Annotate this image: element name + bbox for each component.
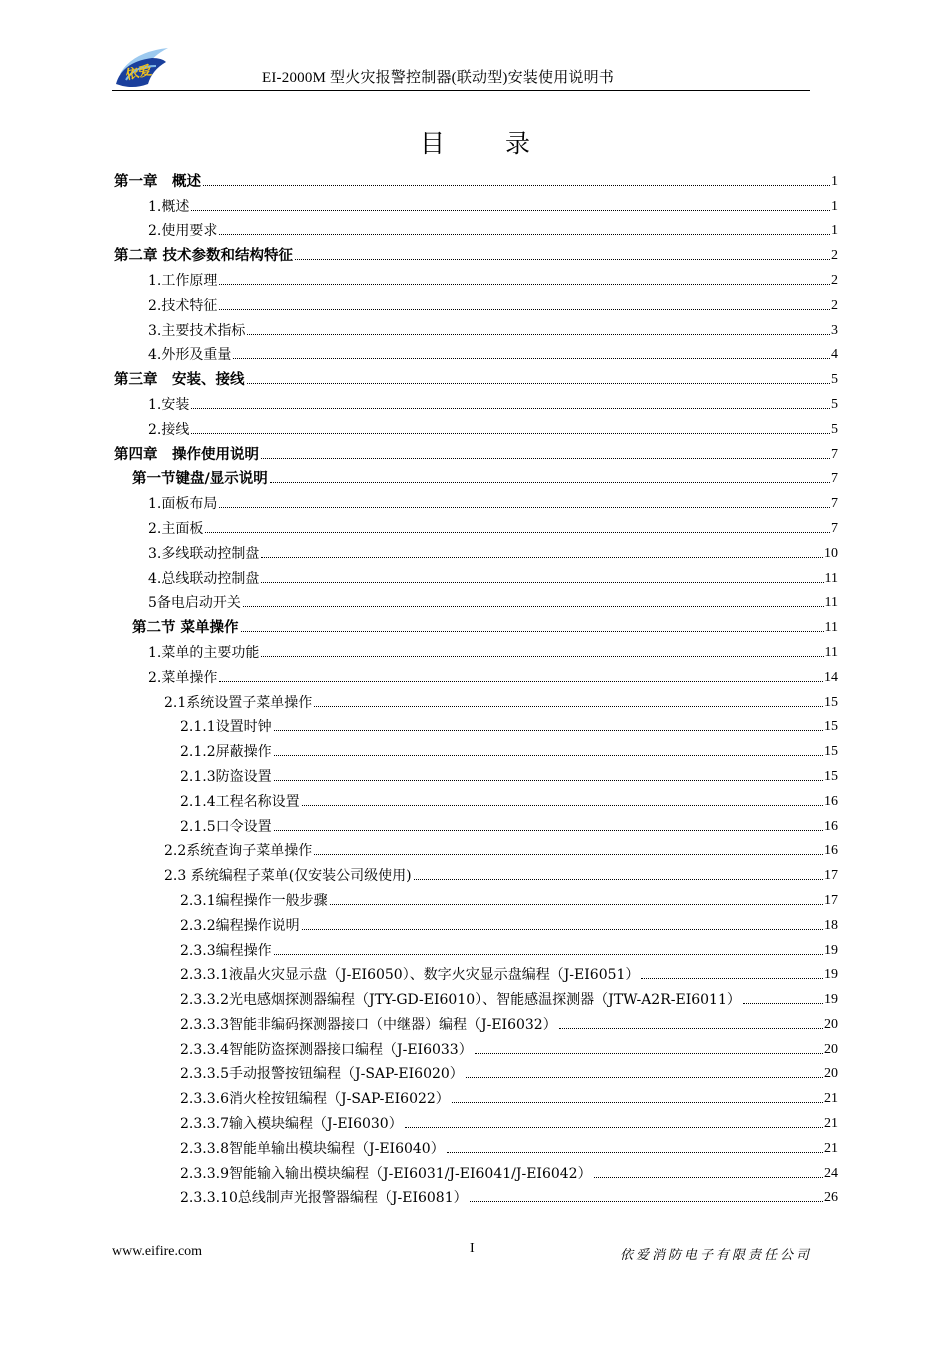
svg-text:依爱: 依爱 bbox=[124, 63, 154, 84]
toc-entry-title: 2.2系统查询子菜单操作 bbox=[164, 843, 313, 860]
dot-leader bbox=[274, 755, 823, 756]
dot-leader bbox=[330, 904, 823, 905]
toc-entry-page: 7 bbox=[831, 446, 838, 462]
page-header bbox=[112, 40, 810, 93]
toc-entry-page: 2 bbox=[831, 248, 838, 264]
toc-entry-page: 24 bbox=[824, 1165, 838, 1181]
dot-leader bbox=[414, 879, 823, 880]
toc-entry-title: 1.面板布局 bbox=[148, 496, 218, 513]
toc-entry[interactable] bbox=[114, 264, 838, 289]
toc-entry-page: 20 bbox=[824, 1041, 838, 1057]
dot-leader bbox=[191, 408, 830, 409]
toc-entry-page: 11 bbox=[824, 620, 838, 636]
toc-entry-title: 2.1.2屏蔽操作 bbox=[180, 744, 272, 761]
toc-entry-page: 11 bbox=[824, 595, 838, 611]
dot-leader bbox=[314, 706, 823, 707]
toc-entry-title: 2.3.3.1液晶火灾显示盘（J-EI6050）、数字火灾显示盘编程（J-EI6051） bbox=[180, 967, 640, 984]
footer-url[interactable]: www.eifire.com bbox=[112, 1244, 203, 1259]
dot-leader bbox=[302, 929, 823, 930]
toc-entry-page: 21 bbox=[824, 1091, 838, 1107]
toc-entry-page: 1 bbox=[831, 198, 838, 214]
dot-leader bbox=[274, 954, 823, 955]
document-title: EI-2000M 型火灾报警控制器(联动型)安装使用说明书 bbox=[262, 70, 615, 86]
toc-entry-page: 11 bbox=[824, 644, 838, 660]
dot-leader bbox=[314, 854, 823, 855]
toc-entry-title: 2.3.3.10总线制声光报警器编程（J-EI6081） bbox=[180, 1190, 468, 1207]
toc-entry[interactable] bbox=[114, 1132, 838, 1157]
toc-entry-title: 2.主面板 bbox=[148, 520, 204, 537]
dot-leader bbox=[261, 557, 823, 558]
toc-entry-page: 21 bbox=[824, 1116, 838, 1132]
dot-leader bbox=[261, 656, 823, 657]
toc-entry-title: 第一节键盘/显示说明 bbox=[132, 471, 268, 488]
dot-leader bbox=[247, 383, 831, 384]
toc-entry[interactable] bbox=[114, 959, 838, 984]
dot-leader bbox=[302, 805, 823, 806]
toc-entry[interactable] bbox=[114, 438, 838, 463]
toc-entry[interactable] bbox=[114, 239, 838, 264]
toc-entry[interactable] bbox=[114, 562, 838, 587]
toc-entry[interactable] bbox=[114, 587, 838, 612]
dot-leader bbox=[470, 1201, 823, 1202]
toc-entry-page: 20 bbox=[824, 1066, 838, 1082]
toc-entry[interactable] bbox=[114, 388, 838, 413]
toc-entry-page: 3 bbox=[831, 322, 838, 338]
dot-leader bbox=[274, 730, 823, 731]
company-logo bbox=[112, 44, 172, 92]
toc-entry[interactable] bbox=[114, 785, 838, 810]
dot-leader bbox=[559, 1028, 823, 1029]
toc-entry-title: 3.主要技术指标 bbox=[148, 322, 246, 339]
toc-entry-page: 5 bbox=[831, 396, 838, 412]
toc-entry[interactable] bbox=[114, 537, 838, 562]
toc-entry-title: 2.1.3防盗设置 bbox=[180, 768, 272, 785]
toc-entry-page: 2 bbox=[831, 297, 838, 313]
toc-entry-title: 2.3.3.8智能单输出模块编程（J-EI6040） bbox=[180, 1140, 445, 1157]
toc-entry-title: 第二章 技术参数和结构特征 bbox=[114, 248, 294, 265]
toc-entry[interactable] bbox=[114, 289, 838, 314]
toc-entry-page: 7 bbox=[831, 471, 838, 487]
toc-entry-title: 2.接线 bbox=[148, 421, 190, 438]
toc-entry-page: 1 bbox=[831, 223, 838, 239]
toc-entry-title: 2.3.3.5手动报警按钮编程（J-SAP-EI6020） bbox=[180, 1066, 464, 1083]
toc-entry[interactable] bbox=[114, 711, 838, 736]
toc-entry[interactable] bbox=[114, 636, 838, 661]
toc-entry-page: 7 bbox=[831, 496, 838, 512]
dot-leader bbox=[447, 1152, 823, 1153]
toc-entry[interactable] bbox=[114, 215, 838, 240]
toc-entry-page: 21 bbox=[824, 1140, 838, 1156]
toc-entry[interactable] bbox=[114, 735, 838, 760]
toc-entry-page: 19 bbox=[824, 942, 838, 958]
toc-entry-page: 15 bbox=[824, 744, 838, 760]
toc-entry[interactable] bbox=[114, 463, 838, 488]
toc-entry-title: 2.1.5口令设置 bbox=[180, 818, 272, 835]
dot-leader bbox=[274, 830, 823, 831]
dot-leader bbox=[219, 309, 830, 310]
toc-entry-title: 2.1.1设置时钟 bbox=[180, 719, 272, 736]
dot-leader bbox=[219, 507, 830, 508]
toc-entry-page: 7 bbox=[831, 520, 838, 536]
dot-leader bbox=[219, 681, 823, 682]
toc-entry-title: 2.技术特征 bbox=[148, 297, 218, 314]
toc-entry-title: 第三章 安装、接线 bbox=[114, 372, 245, 389]
toc-entry-page: 5 bbox=[831, 421, 838, 437]
toc-entry-title: 2.3.1编程操作一般步骤 bbox=[180, 892, 328, 909]
toc-entry[interactable] bbox=[114, 909, 838, 934]
dot-leader bbox=[405, 1127, 823, 1128]
dot-leader bbox=[243, 606, 824, 607]
toc-entry-title: 2.3.3.2光电感烟探测器编程（JTY-GD-EI6010）、智能感温探测器（JTW-A2R-EI6011） bbox=[180, 992, 741, 1009]
toc-entry[interactable] bbox=[114, 1082, 838, 1107]
toc-entry-title: 2.3.3.3智能非编码探测器接口（中继器）编程（J-EI6032） bbox=[180, 1016, 557, 1033]
toc-entry[interactable] bbox=[114, 983, 838, 1008]
dot-leader bbox=[466, 1077, 823, 1078]
toc-entry[interactable] bbox=[114, 165, 838, 190]
dot-leader bbox=[191, 433, 830, 434]
toc-entry-title: 2.3.3.9智能输入输出模块编程（J-EI6031/J-EI6041/J-EI6042） bbox=[180, 1165, 592, 1182]
dot-leader bbox=[475, 1053, 823, 1054]
toc-entry-title: 第二节 菜单操作 bbox=[132, 620, 239, 637]
dot-leader bbox=[219, 234, 830, 235]
toc-entry-title: 2.3 系统编程子菜单(仅安装公司级使用) bbox=[164, 868, 412, 885]
header-rule bbox=[112, 90, 810, 91]
dot-leader bbox=[219, 284, 830, 285]
toc-entry-title: 2.3.3.6消火栓按钮编程（J-SAP-EI6022） bbox=[180, 1091, 450, 1108]
toc-entry-title: 2.使用要求 bbox=[148, 223, 218, 240]
toc-entry-title: 2.1.4工程名称设置 bbox=[180, 793, 300, 810]
toc-entry-title: 2.1系统设置子菜单操作 bbox=[164, 694, 313, 711]
toc-entry[interactable] bbox=[114, 661, 838, 686]
dot-leader bbox=[261, 582, 823, 583]
dot-leader bbox=[241, 631, 824, 632]
toc-entry-page: 19 bbox=[824, 967, 838, 983]
dot-leader bbox=[233, 358, 830, 359]
toc-heading: 目 录 bbox=[420, 129, 556, 158]
toc-entry-title: 2.3.3.4智能防盗探测器接口编程（J-EI6033） bbox=[180, 1041, 473, 1058]
toc-entry[interactable] bbox=[114, 512, 838, 537]
page-number: I bbox=[470, 1241, 475, 1256]
toc-entry[interactable] bbox=[114, 611, 838, 636]
toc-entry-title: 1.安装 bbox=[148, 396, 190, 413]
toc-entry[interactable] bbox=[114, 363, 838, 388]
toc-entry-page: 17 bbox=[824, 892, 838, 908]
toc-entry-page: 17 bbox=[824, 868, 838, 884]
toc-entry-page: 2 bbox=[831, 272, 838, 288]
toc-entry-title: 2.3.2编程操作说明 bbox=[180, 917, 300, 934]
footer-company: 依爱消防电子有限责任公司 bbox=[619, 1248, 812, 1263]
toc-entry-page: 20 bbox=[824, 1016, 838, 1032]
dot-leader bbox=[295, 259, 830, 260]
toc-entry-page: 15 bbox=[824, 694, 838, 710]
toc-entry-title: 第四章 操作使用说明 bbox=[114, 446, 259, 463]
toc-entry-title: 2.3.3编程操作 bbox=[180, 942, 272, 959]
toc-entry-title: 1.工作原理 bbox=[148, 272, 218, 289]
toc-entry-title: 2.菜单操作 bbox=[148, 669, 218, 686]
toc-entry[interactable] bbox=[114, 1058, 838, 1083]
toc-entry[interactable] bbox=[114, 487, 838, 512]
toc-entry[interactable] bbox=[114, 760, 838, 785]
toc-entry-page: 26 bbox=[824, 1190, 838, 1206]
toc-entry-title: 5备电启动开关 bbox=[148, 595, 241, 612]
toc-entry-page: 14 bbox=[824, 669, 838, 685]
toc-entry[interactable] bbox=[114, 1107, 838, 1132]
page-footer bbox=[112, 1241, 812, 1266]
dot-leader bbox=[452, 1102, 823, 1103]
toc-entry-title: 1.菜单的主要功能 bbox=[148, 644, 260, 661]
dot-leader bbox=[191, 210, 830, 211]
toc-entry-page: 11 bbox=[824, 570, 838, 586]
toc-entry[interactable] bbox=[114, 884, 838, 909]
toc-entry-title: 第一章 概述 bbox=[114, 173, 201, 190]
toc-entry-page: 15 bbox=[824, 768, 838, 784]
dot-leader bbox=[247, 334, 830, 335]
toc-entry-page: 10 bbox=[824, 545, 838, 561]
dot-leader bbox=[205, 532, 830, 533]
table-of-contents bbox=[114, 165, 838, 1206]
dot-leader bbox=[743, 1003, 823, 1004]
toc-entry-page: 16 bbox=[824, 843, 838, 859]
toc-entry-page: 1 bbox=[831, 173, 838, 189]
toc-entry-page: 19 bbox=[824, 992, 838, 1008]
toc-entry[interactable] bbox=[114, 859, 838, 884]
toc-entry[interactable] bbox=[114, 413, 838, 438]
toc-entry[interactable] bbox=[114, 314, 838, 339]
toc-entry-page: 4 bbox=[831, 347, 838, 363]
toc-entry[interactable] bbox=[114, 339, 838, 364]
dot-leader bbox=[203, 185, 830, 186]
dot-leader bbox=[261, 458, 830, 459]
toc-entry-title: 4.总线联动控制盘 bbox=[148, 570, 260, 587]
toc-entry[interactable] bbox=[114, 1157, 838, 1182]
toc-entry[interactable] bbox=[114, 810, 838, 835]
dot-leader bbox=[641, 978, 823, 979]
toc-entry[interactable] bbox=[114, 1008, 838, 1033]
toc-entry-page: 15 bbox=[824, 719, 838, 735]
toc-entry-page: 16 bbox=[824, 818, 838, 834]
dot-leader bbox=[270, 482, 830, 483]
dot-leader bbox=[274, 780, 823, 781]
toc-entry-page: 18 bbox=[824, 917, 838, 933]
dot-leader bbox=[594, 1177, 823, 1178]
toc-entry-page: 5 bbox=[831, 372, 838, 388]
toc-entry[interactable] bbox=[114, 1033, 838, 1058]
toc-entry-title: 4.外形及重量 bbox=[148, 347, 232, 364]
toc-entry[interactable] bbox=[114, 686, 838, 711]
toc-entry-title: 2.3.3.7输入模块编程（J-EI6030） bbox=[180, 1116, 403, 1133]
toc-entry[interactable] bbox=[114, 934, 838, 959]
toc-entry-page: 16 bbox=[824, 793, 838, 809]
toc-entry[interactable] bbox=[114, 190, 838, 215]
toc-entry-title: 1.概述 bbox=[148, 198, 190, 215]
toc-entry-title: 3.多线联动控制盘 bbox=[148, 545, 260, 562]
toc-entry[interactable] bbox=[114, 1182, 838, 1207]
toc-entry[interactable] bbox=[114, 835, 838, 860]
